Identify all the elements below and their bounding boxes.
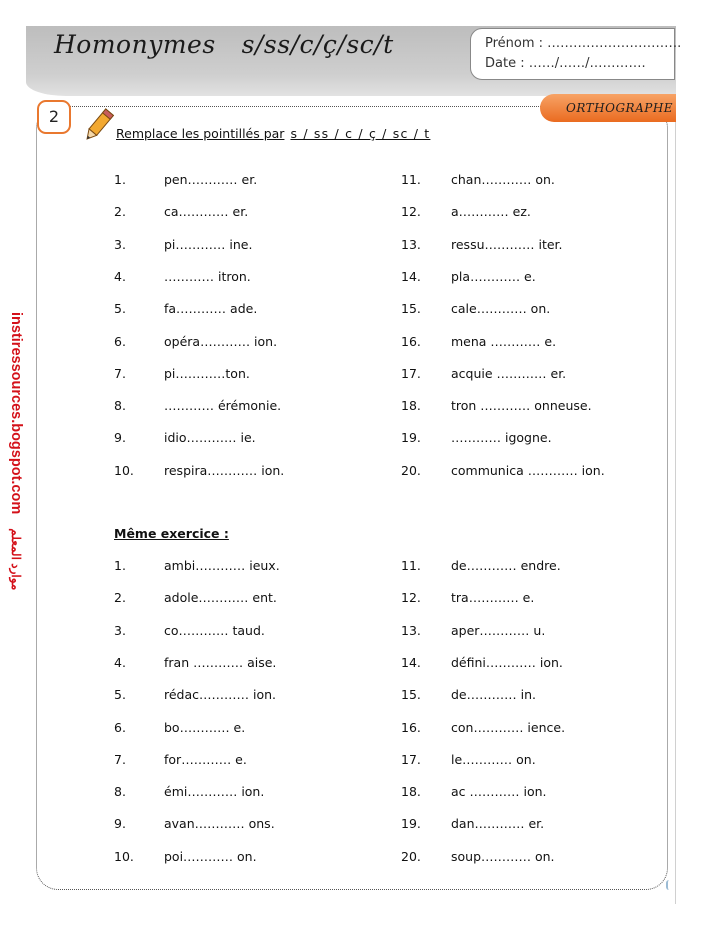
item-word[interactable]: de………… in.	[451, 687, 536, 703]
item-word[interactable]: cale………… on.	[451, 301, 551, 317]
item-number: 19.	[401, 430, 421, 446]
item-number: 20.	[401, 462, 421, 478]
item-word[interactable]: adole………… ent.	[164, 590, 277, 606]
item-word[interactable]: tra………… e.	[451, 590, 535, 606]
item-word[interactable]: fran ………… aise.	[164, 654, 277, 670]
item-number: 2.	[114, 204, 126, 220]
item-number: 6.	[114, 333, 126, 349]
item-number: 16.	[401, 333, 421, 349]
list-item	[401, 849, 555, 864]
item-word[interactable]: respira………… ion.	[164, 462, 285, 478]
item-number: 2.	[114, 590, 126, 606]
item-number: 8.	[114, 398, 126, 414]
exercise-2-title: Même exercice :	[114, 526, 229, 541]
list-item	[114, 590, 277, 605]
item-number: 12.	[401, 204, 421, 220]
list-item	[114, 816, 275, 831]
item-word[interactable]: pi…………ton.	[164, 365, 250, 381]
item-number: 9.	[114, 430, 126, 446]
item-word[interactable]: défini………… ion.	[451, 654, 563, 670]
item-number: 14.	[401, 268, 421, 284]
item-word[interactable]: ………… érémonie.	[164, 398, 282, 414]
list-item	[114, 784, 264, 799]
list-item	[114, 172, 257, 187]
item-word[interactable]: de………… endre.	[451, 558, 561, 573]
item-number: 1.	[114, 558, 126, 573]
item-number: 8.	[114, 784, 126, 800]
item-word[interactable]: ca………… er.	[164, 204, 249, 220]
item-word[interactable]: avan………… ons.	[164, 816, 275, 832]
list-item	[114, 463, 284, 478]
item-number: 4.	[114, 654, 126, 670]
list-item	[114, 849, 257, 864]
name-date-box	[470, 28, 682, 80]
list-item	[401, 558, 561, 573]
item-word[interactable]: mena ………… e.	[451, 333, 557, 349]
site-watermark: instiressources.bogspot.com	[8, 312, 24, 515]
corner-mark	[666, 880, 674, 890]
item-word[interactable]: fa………… ade.	[164, 301, 258, 317]
date-field[interactable]: Date : ……/……/………….	[485, 56, 646, 71]
list-item	[401, 463, 605, 478]
list-item	[114, 301, 257, 316]
list-item	[114, 655, 276, 670]
list-item	[401, 172, 555, 187]
list-item	[401, 430, 552, 445]
arabic-watermark: موارد المعلم	[9, 528, 23, 591]
item-word[interactable]: acquie ………… er.	[451, 365, 567, 381]
category-tag: ORTHOGRAPHE	[540, 94, 676, 122]
item-word[interactable]: for………… e.	[164, 751, 247, 767]
list-item	[114, 237, 252, 252]
item-word[interactable]: chan………… on.	[451, 172, 555, 187]
item-number: 17.	[401, 751, 421, 767]
item-number: 10.	[114, 848, 134, 864]
list-item	[401, 366, 566, 381]
item-number: 5.	[114, 301, 126, 317]
item-number: 13.	[401, 622, 421, 638]
item-number: 3.	[114, 236, 126, 252]
list-item	[401, 301, 550, 316]
item-word[interactable]: pi………… ine.	[164, 236, 253, 252]
watermark-side	[8, 312, 24, 590]
item-word[interactable]: ressu………… iter.	[451, 236, 563, 252]
item-word[interactable]: pla………… e.	[451, 268, 536, 284]
item-word[interactable]: opéra………… ion.	[164, 333, 278, 349]
item-word[interactable]: le………… on.	[451, 751, 536, 767]
item-number: 19.	[401, 816, 421, 832]
list-item	[401, 269, 536, 284]
item-number: 1.	[114, 172, 126, 187]
item-number: 7.	[114, 751, 126, 767]
exercise-number-badge: 2	[37, 100, 71, 134]
list-item	[114, 687, 276, 702]
item-number: 12.	[401, 590, 421, 606]
item-word[interactable]: idio………… ie.	[164, 430, 256, 446]
list-item	[401, 590, 534, 605]
list-item	[401, 784, 547, 799]
item-number: 11.	[401, 172, 421, 187]
item-number: 5.	[114, 687, 126, 703]
item-number: 15.	[401, 687, 421, 703]
item-number: 11.	[401, 558, 421, 573]
item-number: 20.	[401, 848, 421, 864]
item-word[interactable]: soup………… on.	[451, 848, 555, 864]
item-word[interactable]: pen………… er.	[164, 172, 258, 187]
item-word[interactable]: aper………… u.	[451, 622, 546, 638]
item-word[interactable]: bo………… e.	[164, 719, 246, 735]
list-item	[114, 269, 251, 284]
item-number: 9.	[114, 816, 126, 832]
list-item	[114, 204, 248, 219]
item-word[interactable]: tron ………… onneuse.	[451, 398, 592, 414]
item-word[interactable]: poi………… on.	[164, 848, 257, 864]
item-number: 17.	[401, 365, 421, 381]
list-item	[114, 334, 277, 349]
item-number: 15.	[401, 301, 421, 317]
list-item	[114, 430, 256, 445]
item-word[interactable]: ………… igogne.	[451, 430, 552, 446]
pencil-icon	[80, 106, 116, 146]
item-word[interactable]: co………… taud.	[164, 622, 265, 638]
item-word[interactable]: a………… ez.	[451, 204, 531, 220]
item-number: 3.	[114, 622, 126, 638]
list-item	[401, 687, 536, 702]
item-number: 4.	[114, 268, 126, 284]
prenom-field[interactable]: Prénom : ………………………….	[485, 36, 682, 51]
list-item	[401, 334, 556, 349]
item-number: 14.	[401, 654, 421, 670]
item-number: 7.	[114, 365, 126, 381]
item-number: 6.	[114, 719, 126, 735]
list-item	[114, 398, 281, 413]
list-item	[114, 720, 245, 735]
list-item	[401, 204, 531, 219]
exercise-frame	[36, 106, 668, 890]
item-word[interactable]: ac ………… ion.	[451, 784, 547, 800]
item-word[interactable]: ………… itron.	[164, 268, 251, 284]
list-item	[401, 816, 544, 831]
item-word[interactable]: ambi………… ieux.	[164, 558, 280, 573]
list-item	[401, 398, 592, 413]
list-item	[401, 752, 536, 767]
list-item	[401, 655, 563, 670]
item-word[interactable]: rédac………… ion.	[164, 687, 277, 703]
item-number: 13.	[401, 236, 421, 252]
item-word[interactable]: émi………… ion.	[164, 784, 265, 800]
list-item	[114, 623, 265, 638]
list-item	[401, 720, 565, 735]
item-number: 18.	[401, 784, 421, 800]
list-item	[114, 366, 250, 381]
item-word[interactable]: dan………… er.	[451, 816, 545, 832]
item-number: 18.	[401, 398, 421, 414]
item-number: 16.	[401, 719, 421, 735]
page-title: Homonymes s/ss/c/ç/sc/t	[54, 30, 394, 59]
list-item	[401, 237, 563, 252]
item-number: 10.	[114, 462, 134, 478]
list-item	[114, 752, 247, 767]
instruction: Remplace les pointillés par s / ss / c / ç / sc / t	[116, 126, 431, 141]
item-word[interactable]: communica ………… ion.	[451, 462, 605, 478]
list-item	[401, 623, 545, 638]
list-item	[114, 558, 280, 573]
item-word[interactable]: con………… ience.	[451, 719, 566, 735]
